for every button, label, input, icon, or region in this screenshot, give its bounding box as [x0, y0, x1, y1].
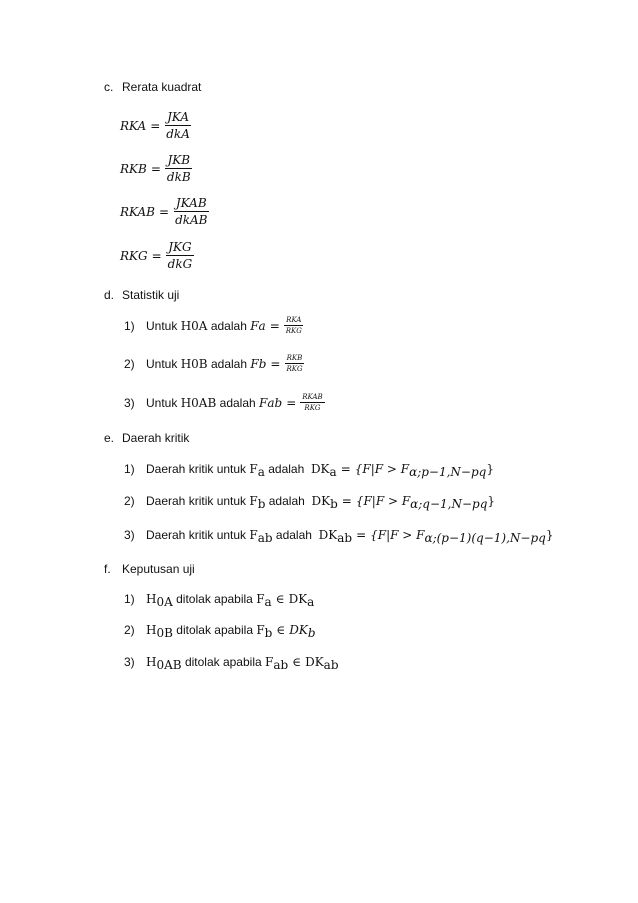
numerator: JKA [167, 110, 190, 124]
formula-rkb: RKB = $\frac{\text{JKB}}{\text{dkB}}$ [120, 153, 191, 184]
formula-rkab: RKAB = $\frac{\text{JKAB}}{\text{dkAB}}$ [120, 196, 208, 227]
section-d-heading [104, 288, 179, 302]
section-f-heading [104, 562, 195, 576]
section-c-heading [104, 80, 201, 94]
list-item: 3) Daerah kritik untuk $F_{ab}$ adalah $DK_{ab} = \{F|F > F_{\alpha;(p-1)(q-1),N-pq}\}$ [124, 528, 554, 545]
numerator: JKG [168, 240, 192, 254]
list-item: 1) Daerah kritik untuk $F_a$ adalah $DK_a = \{F|F > F_{\alpha;p-1,N-pq}\}$ [124, 462, 494, 479]
section-marker: e. [104, 431, 115, 445]
section-marker: f. [104, 562, 111, 576]
formula-lhs: RKG [120, 248, 148, 263]
denominator: dkA [166, 127, 190, 141]
fraction: $\frac{\text{RKA}}{\text{RKG}}$ [285, 316, 302, 335]
list-item: 2) Daerah kritik untuk $F_b$ adalah $DK_b = \{F|F > F_{\alpha;q-1,N-pq}\}$ [124, 494, 496, 511]
section-marker: d. [104, 288, 115, 302]
section-title: Daerah kritik [122, 431, 190, 445]
numerator: JKAB [175, 196, 207, 210]
fraction: $\frac{\text{RKAB}}{\text{RKG}}$ [302, 393, 323, 412]
list-item: 2) $H_{0B}$ ditolak apabila $F_b$ ∈ $DK_b$ [124, 623, 316, 640]
fraction [165, 153, 193, 184]
denominator: dkB [166, 170, 191, 184]
section-title: Keputusan uji [122, 562, 195, 576]
formula-rkg: RKG = $\frac{\text{JKG}}{\text{dkG}}$ [120, 240, 193, 271]
denominator: dkG [167, 257, 193, 271]
fraction [164, 110, 192, 141]
formula-lhs: RKA [120, 118, 147, 133]
list-item: 2) Untuk H 0B adalah F b = $\frac{\text{RKB}}{\text{RKG}}$ [124, 354, 303, 373]
fraction [166, 240, 195, 271]
list-item: 3) Untuk H 0AB adalah F ab = $\frac{\text{RKAB}}{\text{RKG}}$ [124, 393, 323, 412]
section-title: Rerata kuadrat [122, 80, 202, 94]
list-item: 1) Untuk H 0A adalah F a = $\frac{\text{RKA}}{\text{RKG}}$ [124, 316, 302, 335]
numerator: JKB [167, 153, 191, 167]
list-item: 1) $H_{0A}$ ditolak apabila $F_a$ ∈ $DK_a$ [124, 592, 315, 609]
formula-lhs: RKAB [120, 204, 155, 219]
section-e-heading [104, 431, 189, 445]
formula-rka: RKA = $\frac{\text{JKA}}{\text{dkA}}$ [120, 110, 190, 141]
section-marker: c. [104, 80, 114, 94]
formula-lhs: RKB [120, 161, 147, 176]
list-item: 3) $H_{0AB}$ ditolak apabila $F_{ab}$ ∈ $DK_{ab}$ [124, 655, 339, 672]
section-title: Statistik uji [122, 288, 180, 302]
fraction [173, 196, 209, 227]
fraction: $\frac{\text{RKB}}{\text{RKG}}$ [286, 354, 303, 373]
denominator: dkAB [175, 213, 208, 227]
